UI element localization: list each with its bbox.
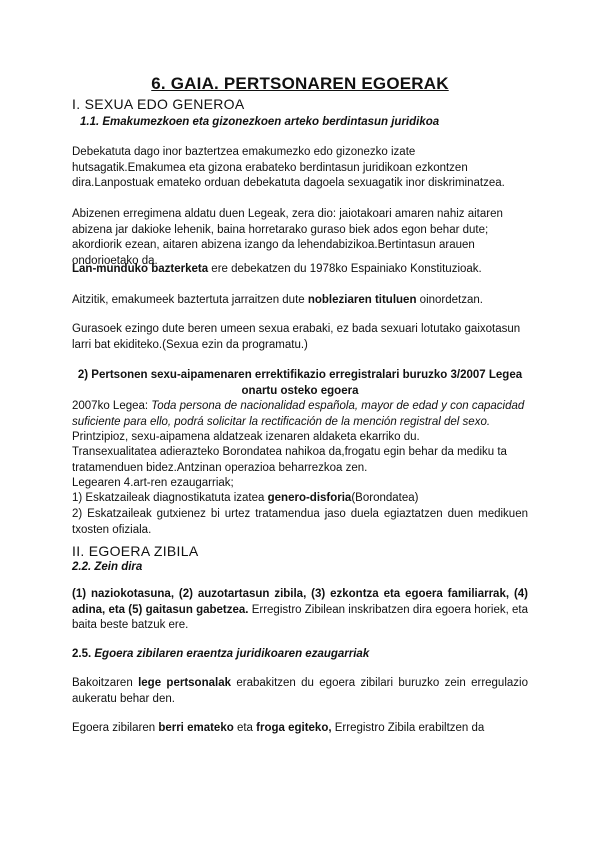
list-item-1 bbox=[72, 491, 528, 507]
paragraph-abizenen: Abizenen erregimena aldatu duen Legeak, zera dio: jaiotakoari amaren nahiz aitaren abizena jar dakioke lehenik, baina horretarako guraso biek ados egon behar dute; akordiorik ezean, aitaren abizena izango da lehendabizikoa.Bertintasun arauen ondorioetako da. bbox=[72, 208, 503, 267]
bold-lege-pertsonalak: lege pertsonalak bbox=[138, 677, 231, 689]
bold-genero-disforia: genero-disforia bbox=[267, 492, 352, 504]
subheading-berdintasun: 1.1. Emakumezkoen eta gizonezkoen arteko berdintasun juridikoa bbox=[80, 116, 440, 128]
item1-text-b: (Borondatea) bbox=[351, 492, 419, 504]
subheading-line-1: 2) Pertsonen sexu-aipamenaren errektifikazio erregistralari buruzko 3/2007 Legea bbox=[77, 369, 523, 381]
list-item-2: 2) Eskatzaileak gutxienez bi urtez tratamendua jaso duela egiaztatzen duen medikuen txosten ofiziala. bbox=[72, 508, 528, 536]
text-egoera-mid: eta bbox=[233, 722, 257, 734]
text-egoera-rest: Erregistro Zibilean inskribatzen dira egoera horiek, eta baita beste batzuk ere. bbox=[72, 603, 528, 631]
subheading-zein-dira: 2.2. Zein dira bbox=[72, 561, 143, 573]
paragraph-lan-mundu bbox=[72, 262, 528, 278]
text-aitzitik-a: Aitzitik, emakumeek baztertuta jarraitzen dute bbox=[72, 294, 308, 306]
subheading-ezaugarriak-text: Egoera zibilaren eraentza juridikoaren ezaugarriak bbox=[94, 648, 370, 660]
bold-egoera-zerrenda: (1) naziokotasuna, (2) auzotartasun zibila, (3) ezkontza eta egoera familiarrak, (4) adina, eta (5) gaitasun gabetzea. bbox=[72, 588, 528, 616]
paragraph-transexualitatea: Transexualitatea adierazteko Borondatea nahikoa da,frogatu egin behar da mediku ta tratamenduen bidez.Antzinan operazioa beharrezkoa zen. bbox=[72, 446, 507, 474]
bold-lan-mundu: Lan-munduko bazterketa bbox=[72, 263, 209, 275]
bold-berri-emateko: berri emateko bbox=[158, 722, 234, 734]
text-bakoitzaren-a: Bakoitzaren bbox=[72, 677, 139, 689]
subheading-ezaugarriak bbox=[72, 647, 528, 663]
subheading-line-2: onartu osteko egoera bbox=[241, 384, 359, 397]
law-prefix: 2007ko Legea: bbox=[72, 400, 152, 412]
paragraph-egoera-zibilaren bbox=[72, 721, 528, 737]
item1-text-a: 1) Eskatzaileak diagnostikatuta izatea bbox=[72, 492, 268, 504]
page-title: 6. GAIA. PERTSONAREN EGOERAK bbox=[151, 74, 449, 93]
paragraph-gurasoek: Gurasoek ezingo dute beren umeen sexua erabaki, ez bada sexuari lotutako gaixotasun larri bat ekiditeko.(Sexua ezin da programatu.) bbox=[72, 323, 521, 351]
paragraph-bakoitzaren bbox=[72, 676, 528, 707]
section-heading-egoera-zibila: II. EGOERA ZIBILA bbox=[72, 543, 199, 559]
bold-froga-egiteko: froga egiteko, bbox=[256, 722, 332, 734]
paragraph-debekatuta: Debekatuta dago inor baztertzea emakumezko edo gizonezko izate hutsagatik.Emakumea eta gizona erabateko berdintasun juridikoan ezkontzen dira.Lanpostuak emateko orduan debekatuta dagoela sexuagatik inor diskriminatzea. bbox=[72, 146, 505, 189]
subheading-num: 2.5. bbox=[72, 648, 95, 660]
paragraph-legearen-4-art: Legearen 4.art-ren ezaugarriak; bbox=[72, 477, 234, 489]
text-lan-mundu-rest: ere debekatzen du 1978ko Espainiako Konstituzioak. bbox=[208, 263, 482, 275]
section-heading-sexua: I. SEXUA EDO GENEROA bbox=[72, 96, 245, 112]
subheading-3-2007-legea bbox=[72, 368, 528, 399]
law-quote: Toda persona de nacionalidad española, mayor de edad y con capacidad suficiente para ello, podrá solicitar la rectificación de la mención registral del sexo. bbox=[72, 400, 525, 428]
text-egoera-a: Egoera zibilaren bbox=[72, 722, 159, 734]
bold-noblezia: nobleziaren tituluen bbox=[307, 294, 417, 306]
text-bakoitzaren-b: erabakitzen du egoera zibilari buruzko zein erregulazio aukeratu behar den. bbox=[72, 677, 528, 705]
text-egoera-b: Erregistro Zibila erabiltzen da bbox=[331, 722, 485, 734]
paragraph-aitzitik bbox=[72, 293, 528, 309]
text-aitzitik-b: oinordetzan. bbox=[416, 294, 483, 306]
paragraph-printzipioz: Printzipioz, sexu-aipamena aldatzeak izenaren aldaketa ekarriko du. bbox=[72, 431, 420, 443]
paragraph-2007-legea bbox=[72, 399, 528, 430]
paragraph-egoera-zerrenda bbox=[72, 587, 528, 634]
